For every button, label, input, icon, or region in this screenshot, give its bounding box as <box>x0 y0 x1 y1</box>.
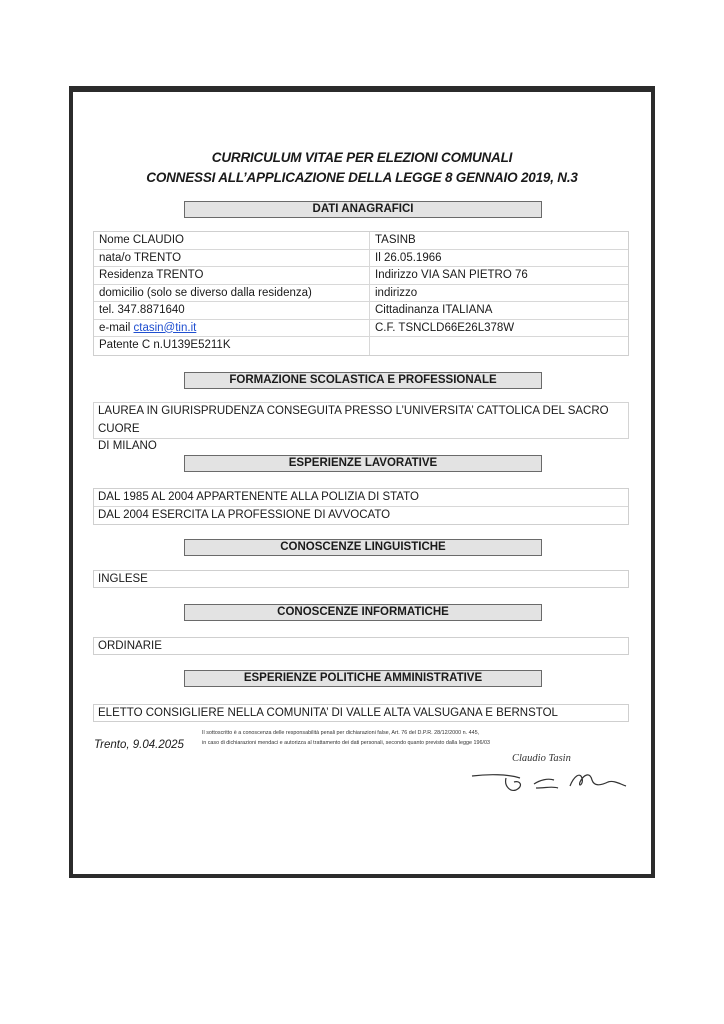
section-header-politiche: ESPERIENZE POLITICHE AMMINISTRATIVE <box>184 670 542 687</box>
table-cell: indirizzo <box>375 286 418 299</box>
table-row <box>94 489 628 507</box>
esperienze-table <box>93 488 629 525</box>
section-header-linguistiche: CONOSCENZE LINGUISTICHE <box>184 539 542 556</box>
table-row <box>94 285 628 303</box>
table-row <box>94 507 628 525</box>
table-cell: Nome CLAUDIO <box>94 232 370 249</box>
section-header-dati-anagrafici: DATI ANAGRAFICI <box>184 201 542 218</box>
document-title-line1: CURRICULUM VITAE PER ELEZIONI COMUNALI <box>211 150 513 165</box>
table-cell: Indirizzo VIA SAN PIETRO 76 <box>375 269 528 281</box>
table-cell: Il 26.05.1966 <box>375 251 442 264</box>
table-cell: Residenza TRENTO <box>94 267 370 284</box>
document-date: Trento, 9.04.2025 <box>94 739 184 751</box>
informatiche-value: ORDINARIE <box>98 640 162 652</box>
signature-name: Claudio Tasin <box>512 753 571 764</box>
table-cell: Patente C n.U139E5211K <box>94 337 370 355</box>
formazione-box <box>93 402 629 452</box>
table-row <box>94 320 628 338</box>
table-cell: tel. 347.8871640 <box>94 302 370 319</box>
esperienza-item: DAL 2004 ESERCITA LA PROFESSIONE DI AVVOCATO <box>98 508 391 521</box>
table-cell <box>370 337 628 355</box>
table-row <box>94 267 628 285</box>
table-row <box>94 250 628 268</box>
table-cell: TASINB <box>375 234 416 246</box>
table-cell: nata/o TRENTO <box>94 250 370 267</box>
anagrafici-table <box>93 231 629 356</box>
table-row <box>94 337 628 355</box>
section-header-esperienze-lavorative: ESPERIENZE LAVORATIVE <box>184 455 542 472</box>
email-label: e-mail <box>99 321 134 334</box>
document-title-line2: CONNESSI ALL’APPLICAZIONE DELLA LEGGE 8 GENNAIO 2019, N.3 <box>146 170 578 185</box>
legal-note-line2: in caso di dichiarazioni mendaci e autorizza al trattamento dei dati personali, secondo quanto previsto dalla legge 196/03 <box>202 740 490 746</box>
section-header-informatiche: CONOSCENZE INFORMATICHE <box>184 604 542 621</box>
email-link[interactable]: ctasin@tin.it <box>133 321 197 334</box>
informatiche-box <box>93 637 629 655</box>
table-cell: Cittadinanza ITALIANA <box>375 304 493 316</box>
esperienza-item: DAL 1985 AL 2004 APPARTENENTE ALLA POLIZIA DI STATO <box>98 491 419 503</box>
linguistiche-value: INGLESE <box>98 573 148 585</box>
table-cell: domicilio (solo se diverso dalla residenza) <box>94 285 370 302</box>
politiche-box <box>93 704 629 722</box>
handwritten-signature <box>468 762 630 812</box>
table-row <box>94 302 628 320</box>
section-header-formazione: FORMAZIONE SCOLASTICA E PROFESSIONALE <box>184 372 542 389</box>
linguistiche-box <box>93 570 629 588</box>
politiche-value: ELETTO CONSIGLIERE NELLA COMUNITA’ DI VALLE ALTA VALSUGANA E BERNSTOL <box>98 707 558 719</box>
table-cell: C.F. TSNCLD66E26L378W <box>375 321 515 334</box>
table-row <box>94 232 628 250</box>
table-cell <box>94 320 370 337</box>
legal-note <box>202 728 532 748</box>
formazione-line1: LAUREA IN GIURISPRUDENZA CONSEGUITA PRESSO L’UNIVERSITA’ CATTOLICA DEL SACRO CUORE <box>98 405 609 435</box>
legal-note-line1: Il sottoscritto è a conoscenza delle responsabilità penali per dichiarazioni false, Art. 76 del D.P.R. 28/12/2000 n. 445, <box>202 730 480 736</box>
formazione-line2: DI MILANO <box>98 440 157 452</box>
